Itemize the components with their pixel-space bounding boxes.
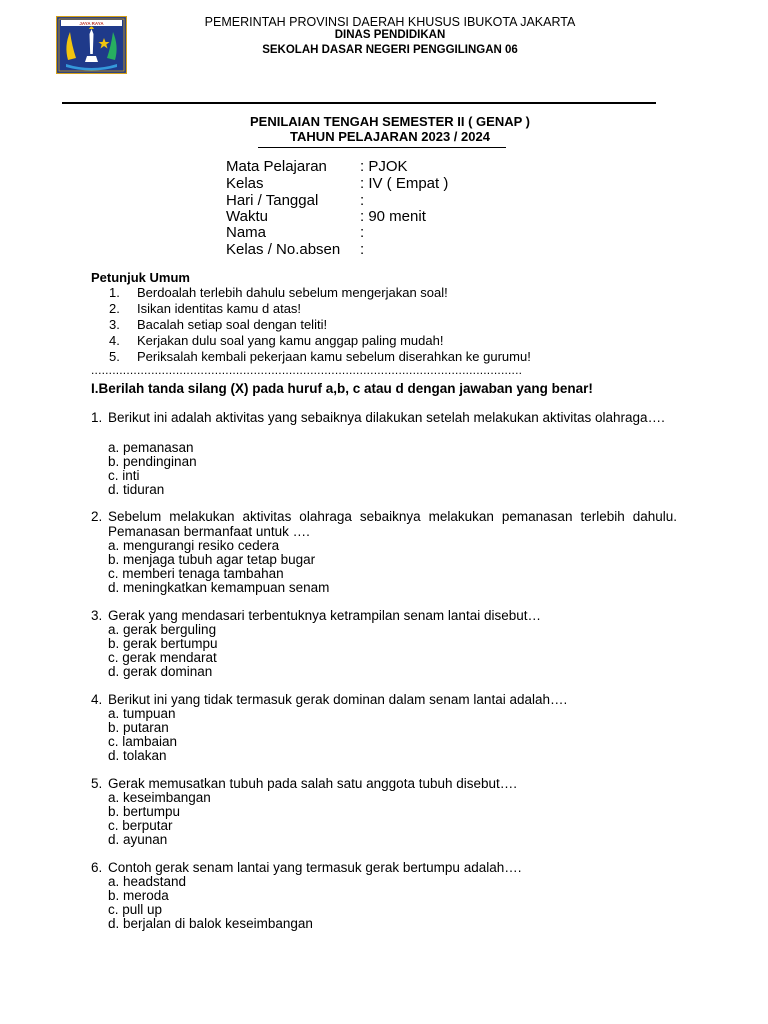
answer-option: b. bertumpu — [108, 804, 181, 819]
info-value: : PJOK — [360, 158, 408, 175]
title-underline — [258, 147, 506, 148]
question-text: Sebelum melakukan aktivitas olahraga sebaiknya melakukan pemanasan terlebih dahulu. Pemanasan bermanfaat untuk …. — [108, 509, 677, 539]
answer-option: a. pemanasan — [108, 440, 194, 455]
instructions-heading: Petunjuk Umum — [91, 270, 190, 285]
question-text: Gerak memusatkan tubuh pada salah satu anggota tubuh disebut…. — [108, 776, 518, 791]
answer-option: d. ayunan — [108, 832, 168, 847]
answer-option: a. keseimbangan — [108, 790, 211, 805]
question-number: 2. — [91, 509, 103, 524]
answer-option: b. putaran — [108, 720, 169, 735]
question-number: 3. — [91, 608, 103, 623]
answer-option: b. menjaga tubuh agar tetap bugar — [108, 552, 316, 567]
question-number: 4. — [91, 692, 103, 707]
answer-option: c. gerak mendarat — [108, 650, 217, 665]
answer-option: a. tumpuan — [108, 706, 176, 721]
letterhead-school: SEKOLAH DASAR NEGERI PENGGILINGAN 06 — [262, 44, 518, 56]
info-label: Nama — [226, 224, 267, 241]
answer-option: d. berjalan di balok keseimbangan — [108, 916, 313, 931]
instruction-number: 3. — [109, 317, 120, 332]
jakarta-emblem-icon — [56, 16, 127, 74]
instruction-number: 2. — [109, 301, 120, 316]
answer-option: c. berputar — [108, 818, 173, 833]
instruction-number: 5. — [109, 349, 120, 364]
info-label: Kelas / No.absen — [226, 241, 341, 258]
answer-option: c. pull up — [108, 902, 163, 917]
answer-option: d. meningkatkan kemampuan senam — [108, 580, 330, 595]
question-text: Berikut ini yang tidak termasuk gerak dominan dalam senam lantai adalah…. — [108, 692, 568, 707]
info-value: : 90 menit — [360, 208, 426, 225]
question-number: 6. — [91, 860, 103, 875]
question-text: Berikut ini adalah aktivitas yang sebaiknya dilakukan setelah melakukan aktivitas olahraga…. — [108, 410, 665, 425]
answer-option: c. memberi tenaga tambahan — [108, 566, 284, 581]
academic-year: TAHUN PELAJARAN 2023 / 2024 — [290, 129, 490, 144]
info-label: Hari / Tanggal — [226, 192, 319, 209]
question-text: Contoh gerak senam lantai yang termasuk gerak bertumpu adalah…. — [108, 860, 522, 875]
answer-option: d. tiduran — [108, 482, 165, 497]
instruction-number: 4. — [109, 333, 120, 348]
info-label: Kelas — [226, 175, 264, 192]
answer-option: c. inti — [108, 468, 140, 483]
answer-option: b. pendinginan — [108, 454, 197, 469]
dotted-separator: .......................................................................................................................... — [91, 363, 523, 377]
answer-option: a. headstand — [108, 874, 187, 889]
letterhead-department: DINAS PENDIDIKAN — [334, 29, 446, 41]
info-value: : — [360, 224, 365, 241]
instruction-text: Kerjakan dulu soal yang kamu anggap paling mudah! — [137, 333, 444, 348]
exam-title: PENILAIAN TENGAH SEMESTER II ( GENAP ) — [249, 114, 530, 129]
answer-option: b. meroda — [108, 888, 169, 903]
instruction-text: Bacalah setiap soal dengan teliti! — [137, 317, 328, 332]
instruction-text: Isikan identitas kamu d atas! — [137, 301, 302, 316]
info-label: Mata Pelajaran — [226, 158, 327, 175]
answer-option: a. mengurangi resiko cedera — [108, 538, 280, 553]
section-instruction: I.Berilah tanda silang (X) pada huruf a,b, c atau d dengan jawaban yang benar! — [91, 381, 593, 396]
answer-option: b. gerak bertumpu — [108, 636, 218, 651]
question-number: 5. — [91, 776, 103, 791]
instruction-text: Berdoalah terlebih dahulu sebelum mengerjakan soal! — [137, 285, 448, 300]
letterhead-government: PEMERINTAH PROVINSI DAERAH KHUSUS IBUKOTA JAKARTA — [204, 15, 576, 29]
header-divider — [62, 102, 656, 104]
answer-option: c. lambaian — [108, 734, 178, 749]
info-value: : — [360, 192, 365, 209]
answer-option: d. gerak dominan — [108, 664, 213, 679]
answer-option: a. gerak berguling — [108, 622, 217, 637]
info-value: : — [360, 241, 365, 258]
question-number: 1. — [91, 410, 103, 425]
instruction-number: 1. — [109, 285, 120, 300]
info-label: Waktu — [226, 208, 268, 225]
instruction-text: Periksalah kembali pekerjaan kamu sebelum diserahkan ke gurumu! — [137, 349, 531, 364]
logo-motto: JAYA RAYA — [79, 21, 104, 26]
answer-option: d. tolakan — [108, 748, 167, 763]
question-text: Gerak yang mendasari terbentuknya ketrampilan senam lantai disebut… — [108, 608, 541, 623]
info-value: : IV ( Empat ) — [360, 175, 449, 192]
